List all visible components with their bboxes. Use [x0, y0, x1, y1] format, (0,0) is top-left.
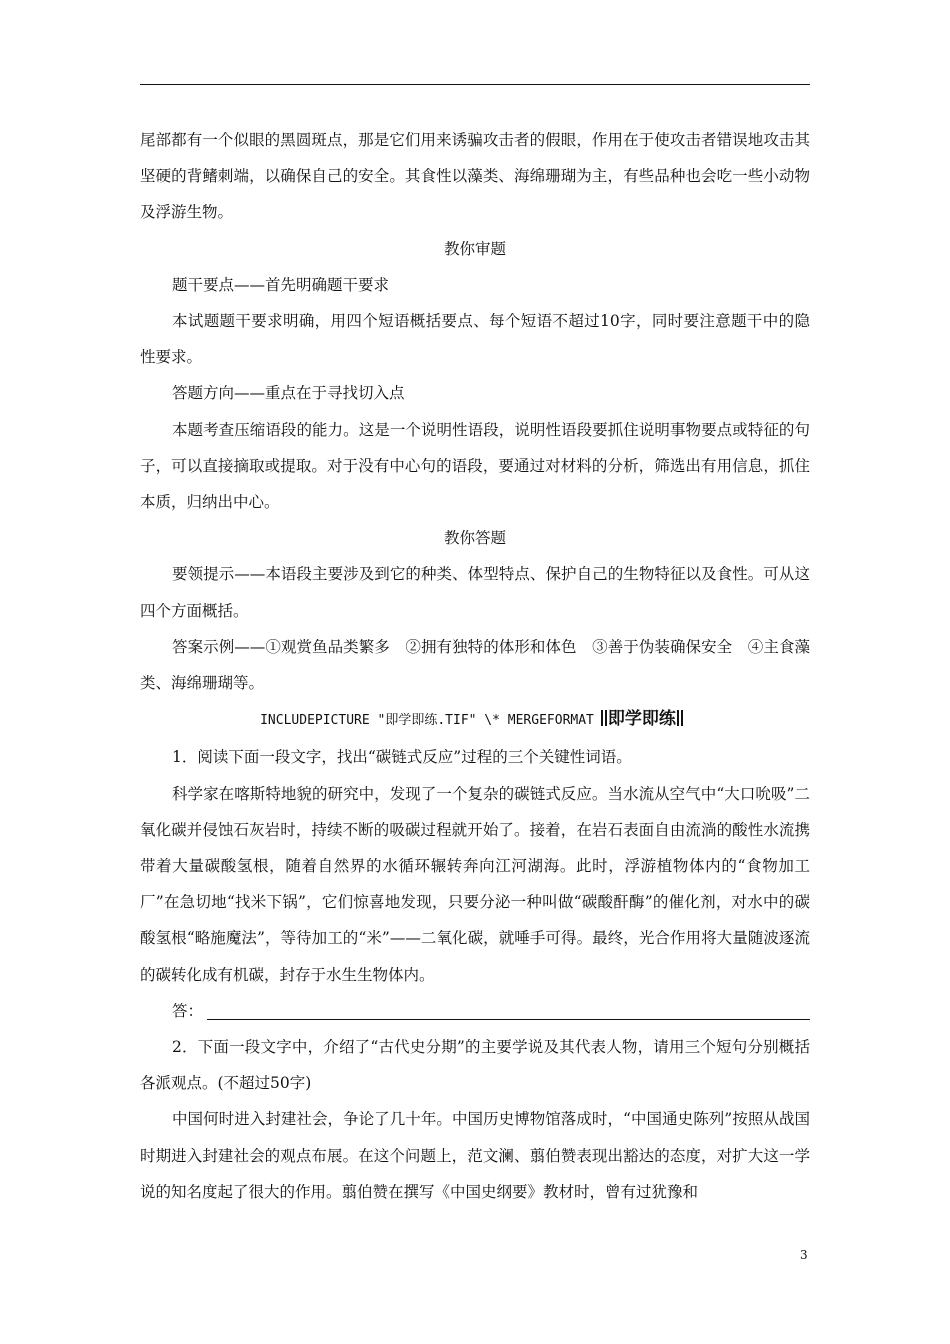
- banner-bar-right-icon: [677, 710, 679, 726]
- answer-label: 答：: [172, 1001, 204, 1020]
- paragraph-answer-direction: 本题考查压缩语段的能力。这是一个说明性语段，说明性语段要抓住说明事物要点或特征的句子，可以直接摘取或提取。对于没有中心句的语段，要通过对材料的分析，筛选出有用信息，抓住本质，归纳出中心。: [140, 420, 810, 512]
- include-picture-field: [140, 701, 810, 739]
- paragraph-question-requirements: 本试题题干要求明确，用四个短语概括要点、每个短语不超过10字，同时要注意题干中的隐性要求。: [140, 312, 810, 367]
- banner-bar-left-icon: [601, 710, 603, 726]
- banner-bar-left-icon: [605, 710, 607, 726]
- page-number: 3: [800, 1248, 808, 1262]
- section-heading-answer: 教你答题: [443, 529, 506, 548]
- banner-text: 即学即练: [607, 709, 676, 730]
- question-1: 1．阅读下面一段文字，找出“碳链式反应”过程的三个关键性词语。: [172, 748, 632, 767]
- question-2-passage: 中国何时进入封建社会，争论了几十年。中国历史博物馆落成时，“中国通史陈列”按照从战国时期进入封建社会的观点布展。在这个问题上，范文澜、翦伯赞表现出豁达的态度，对扩大这一学说的知名度起了很大的作用。翦伯赞在撰写《中国史纲要》教材时，曾有过犹豫和: [140, 1110, 810, 1201]
- question-1-passage: 科学家在喀斯特地貌的研究中，发现了一个复杂的碳链式反应。当水流从空气中“大口吮吸”二氧化碳并侵蚀石灰岩时，持续不断的吸碳过程就开始了。接着，在岩石表面自由流淌的酸性水流携带着大量碳酸氢根，随着自然界的水循环辗转奔向江河湖海。此时，浮游植物体内的“食物加工厂”在急切地“找米下锅”，它们惊喜地发现，只要分泌一种叫做“碳酸酐酶”的催化剂，对水中的碳酸氢根“略施魔法”，等待加工的“米”——二氧化碳，就唾手可得。最终，光合作用将大量随波逐流的碳转化成有机碳，封存于水生生物体内。: [140, 784, 810, 984]
- subheading-question-points: 题干要点——首先明确题干要求: [172, 275, 390, 294]
- include-field-code: INCLUDEPICTURE "即学即练.TIF" \* MERGEFORMAT: [260, 713, 594, 729]
- document-body: [140, 122, 810, 1210]
- answer-blank-line[interactable]: [207, 995, 810, 1020]
- question-2: 2．下面一段文字中，介绍了“古代史分期”的主要学说及其代表人物，请用三个短句分别概括各派观点。(不超过50字): [140, 1038, 810, 1093]
- section-heading-review: 教你审题: [443, 239, 506, 258]
- banner-bar-right-icon: [681, 710, 683, 726]
- paragraph-key-tips: 要领提示——本语段主要涉及到它的种类、体型特点、保护自己的生物特征以及食性。可从这四个方面概括。: [140, 565, 810, 620]
- paragraph-continued: 尾部都有一个似眼的黑圆斑点，那是它们用来诱骗攻击者的假眼，作用在于使攻击者错误地攻击其坚硬的背鳍刺端，以确保自己的安全。其食性以藻类、海绵珊瑚为主，有些品种也会吃一些小动物及浮游生物。: [140, 131, 810, 222]
- paragraph-answer-example: 答案示例——①观赏鱼品类繁多 ②拥有独特的体形和体色 ③善于伪装确保安全 ④主食藻类、海绵珊瑚等。: [140, 637, 810, 693]
- header-rule: [140, 84, 810, 85]
- answer-row: [140, 993, 810, 1029]
- practice-banner: [594, 701, 690, 737]
- subheading-answer-direction: 答题方向——重点在于寻找切入点: [172, 384, 405, 403]
